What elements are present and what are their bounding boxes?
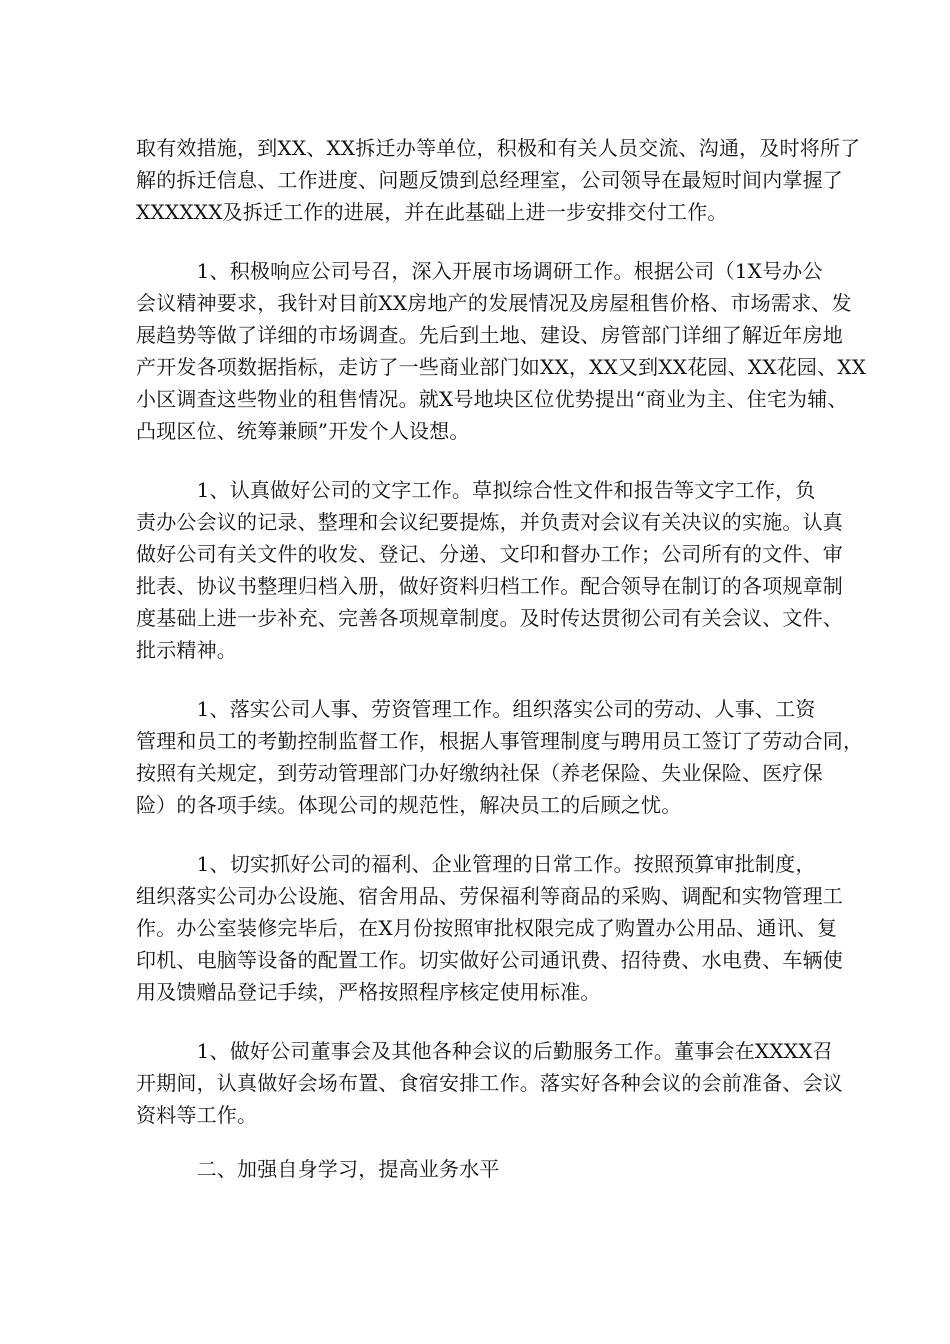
paragraph-relocation-measures bbox=[136, 132, 861, 228]
text-line: 展趋势等做了详细的市场调查。先后到土地、建设、房管部门详细了解近年房地 bbox=[136, 323, 843, 347]
text-line: 按照有关规定，到劳动管理部门办好缴纳社保（养老保险、失业保险、医疗保 bbox=[136, 761, 823, 785]
text-line: 度基础上进一步补充、完善各项规章制度。及时传达贯彻公司有关会议、文件、 bbox=[136, 606, 843, 630]
text-line: 凸现区位、统筹兼顾”开发个人设想。 bbox=[136, 419, 470, 443]
text-line: 资料等工作。 bbox=[136, 1103, 258, 1127]
section-heading-self-study bbox=[136, 1153, 836, 1185]
text-line: 1、认真做好公司的文字工作。草拟综合性文件和报告等文字工作，负 bbox=[136, 478, 816, 502]
heading-line: 二、加强自身学习，提高业务水平 bbox=[136, 1157, 500, 1181]
paragraph-welfare-management bbox=[136, 848, 843, 1008]
text-line: 1、做好公司董事会及其他各种会议的后勤服务工作。董事会在XXXX召 bbox=[136, 1039, 833, 1063]
text-line: 批表、协议书整理归档入册，做好资料归档工作。配合领导在制订的各项规章制 bbox=[136, 574, 843, 598]
text-line: 印机、电脑等设备的配置工作。切实做好公司通讯费、招待费、水电费、车辆使 bbox=[136, 948, 843, 972]
text-line: XXXXXX及拆迁工作的进展，并在此基础上进一步安排交付工作。 bbox=[136, 200, 728, 224]
text-line: 1、积极响应公司号召，深入开展市场调研工作。根据公司（1X号办公 bbox=[136, 259, 823, 283]
text-line: 1、落实公司人事、劳资管理工作。组织落实公司的劳动、人事、工资 bbox=[136, 697, 816, 721]
text-line: 做好公司有关文件的收发、登记、分递、文印和督办工作；公司所有的文件、审 bbox=[136, 542, 843, 566]
text-line: 用及馈赠品登记手续，严格按照程序核定使用标准。 bbox=[136, 980, 601, 1004]
text-line: 组织落实公司办公设施、宿舍用品、劳保福利等商品的采购、调配和实物管理工 bbox=[136, 884, 843, 908]
text-line: 险）的各项手续。体现公司的规范性，解决员工的后顾之忧。 bbox=[136, 793, 682, 817]
text-line: 小区调查这些物业的租售情况。就X号地块区位优势提出“商业为主、住宅为辅、 bbox=[136, 387, 848, 411]
text-line: 产开发各项数据指标，走访了一些商业部门如XX，XX又到XX花园、XX花园、XX bbox=[136, 355, 867, 379]
text-line: 批示精神。 bbox=[136, 638, 237, 662]
text-line: 开期间，认真做好会场布置、食宿安排工作。落实好各种会议的会前准备、会议 bbox=[136, 1071, 843, 1095]
text-line: 解的拆迁信息、工作进度、问题反馈到总经理室，公司领导在最短时间内掌握了 bbox=[136, 168, 843, 192]
paragraph-meeting-logistics bbox=[136, 1035, 843, 1131]
paragraph-document-work bbox=[136, 474, 843, 666]
text-line: 取有效措施，到XX、XX拆迁办等单位，积极和有关人员交流、沟通，及时将所了 bbox=[136, 136, 861, 160]
text-line: 责办公会议的记录、整理和会议纪要提炼，并负责对会议有关决议的实施。认真 bbox=[136, 510, 843, 534]
text-line: 作。办公室装修完毕后，在X月份按照审批权限完成了购置办公用品、通讯、复 bbox=[136, 916, 838, 940]
text-line: 管理和员工的考勤控制监督工作，根据人事管理制度与聘用员工签订了劳动合同， bbox=[136, 729, 864, 753]
paragraph-personnel-management bbox=[136, 693, 864, 821]
paragraph-market-research bbox=[136, 255, 867, 447]
text-line: 1、切实抓好公司的福利、企业管理的日常工作。按照预算审批制度， bbox=[136, 852, 816, 876]
text-line: 会议精神要求，我针对目前XX房地产的发展情况及房屋租售价格、市场需求、发 bbox=[136, 291, 852, 315]
